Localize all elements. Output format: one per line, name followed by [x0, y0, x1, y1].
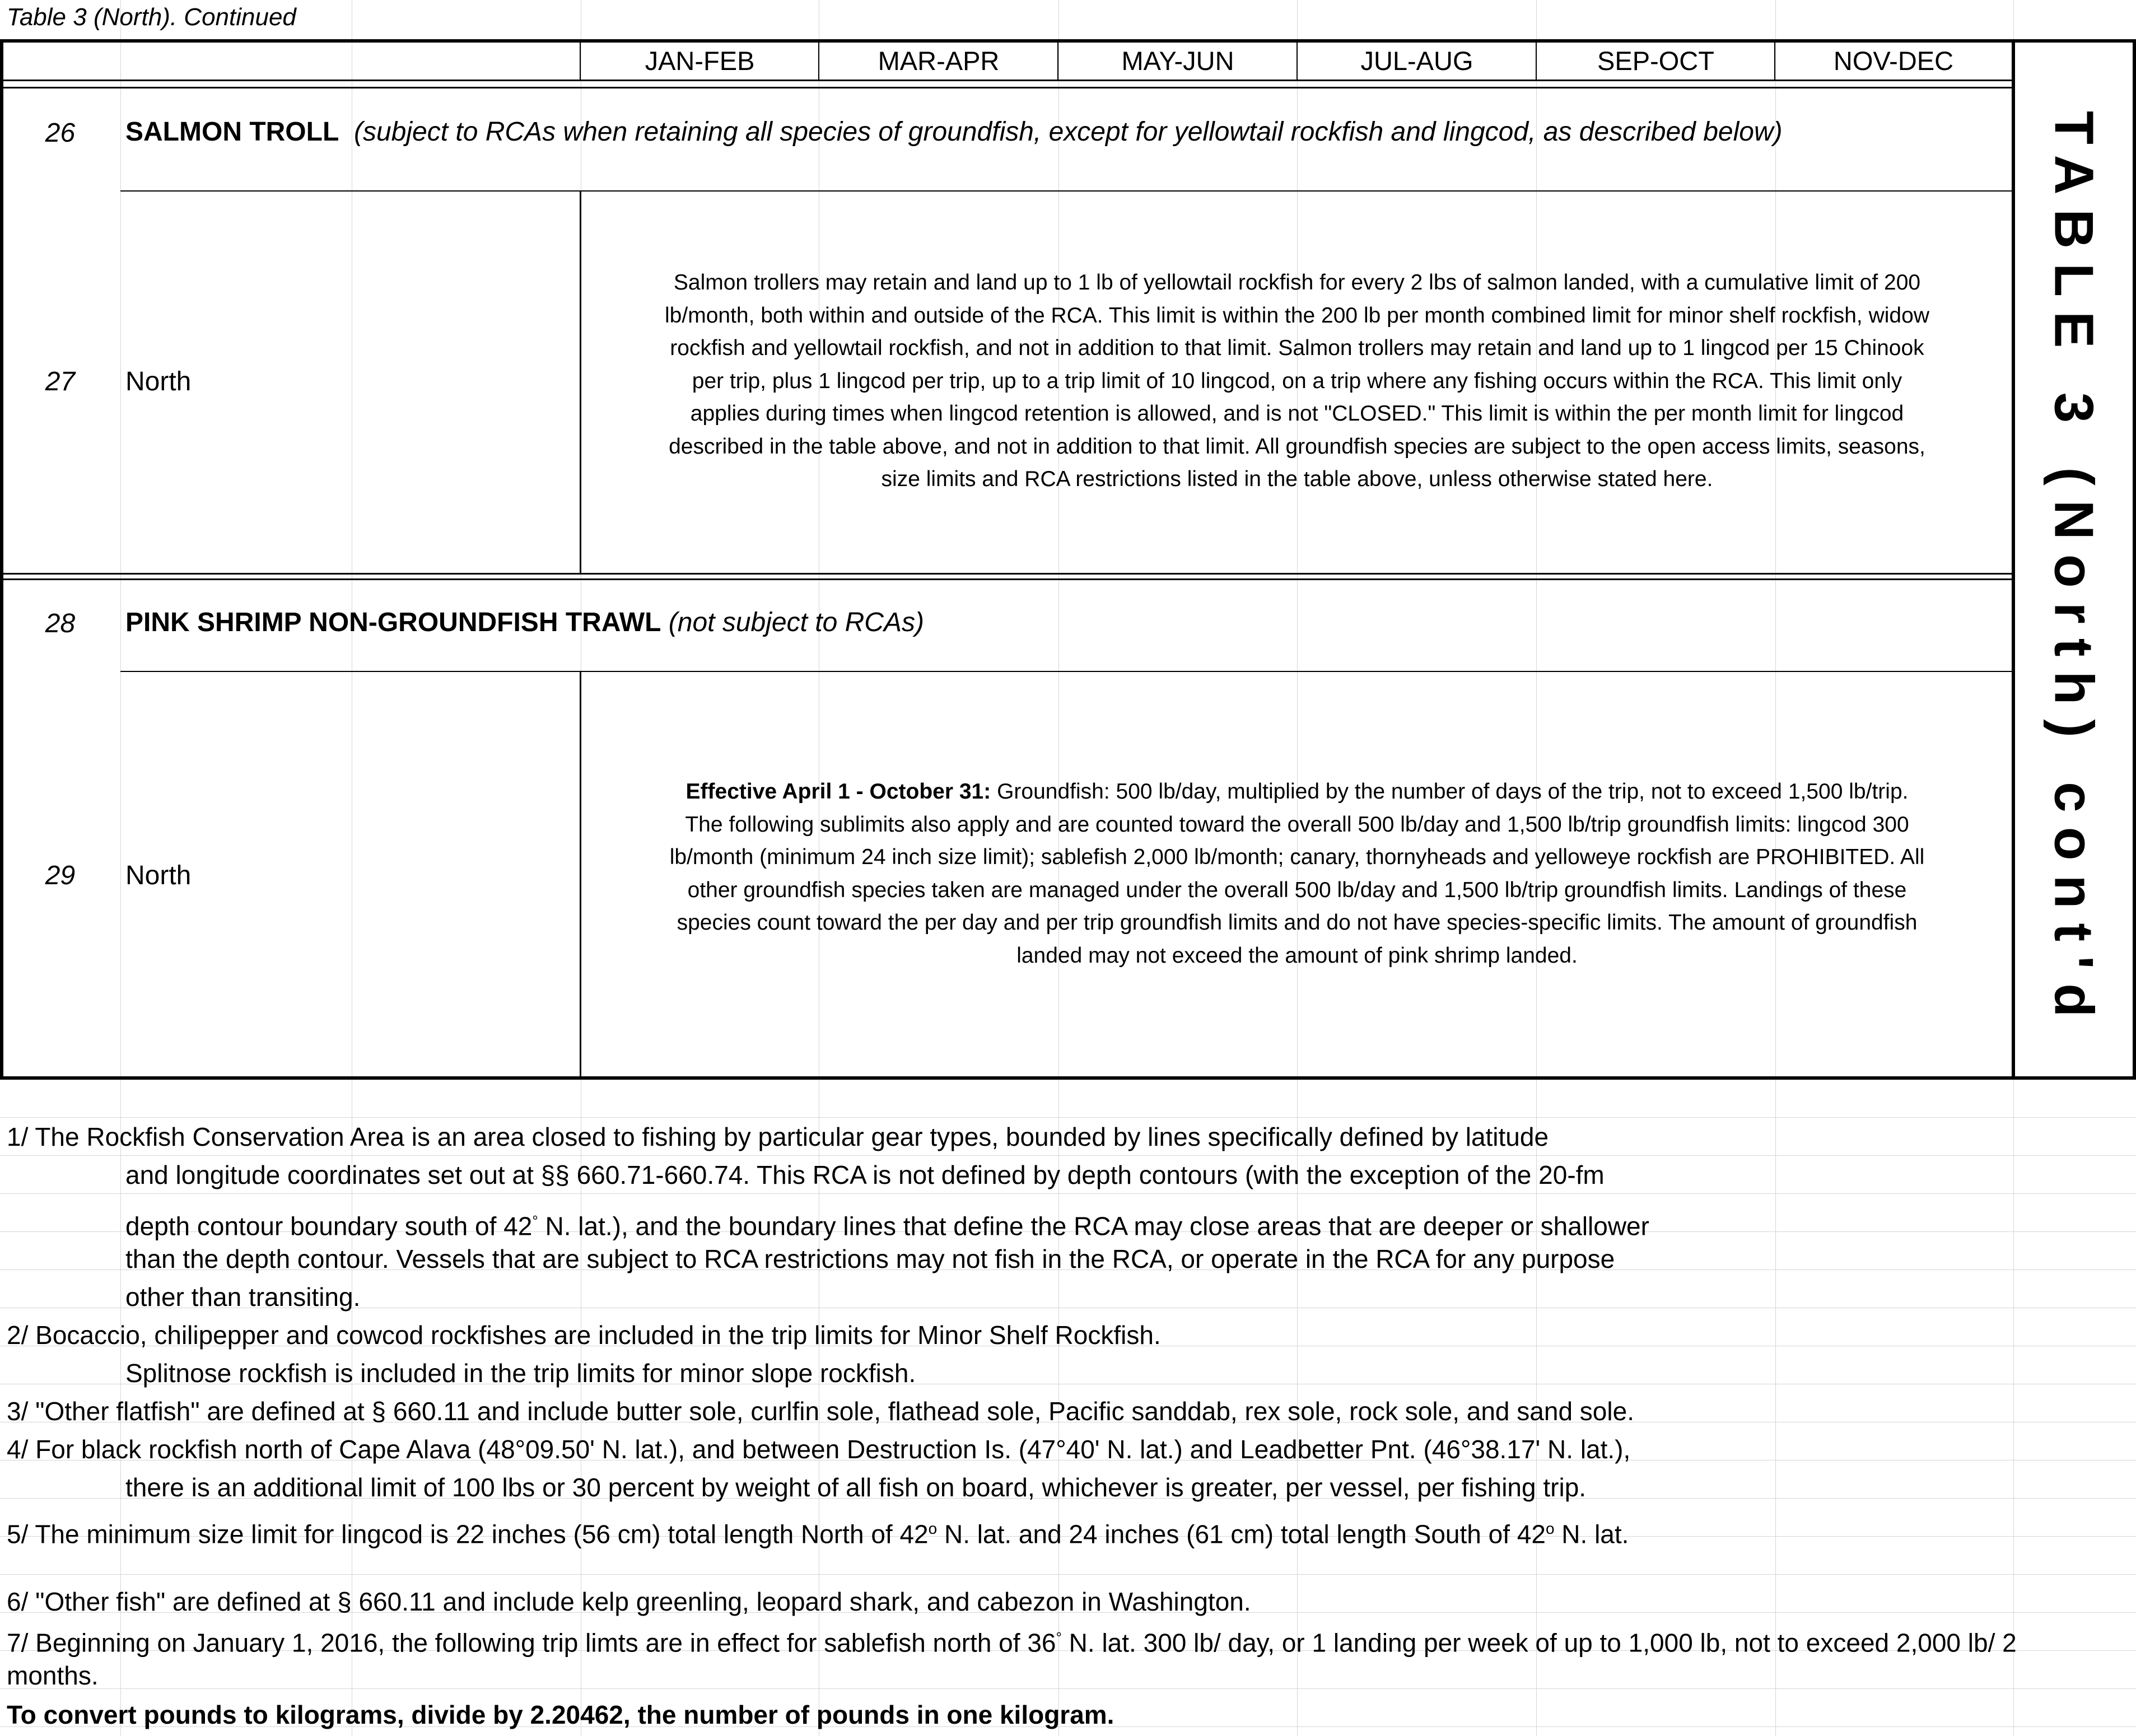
footnote-7: 7/ Beginning on January 1, 2016, the following trip limts are in effect for sablefish north of 36° N. lat. 300 lb/ day, or 1 landing per week of up to 1,000 lb, not to exceed 2,000 lb/ 2 [7, 1628, 2017, 1658]
text-line: applies during times when lingcod retention is allowed, and is not "CLOSED." This limit is within the per month limit for lingcod [690, 402, 1904, 426]
salmon-troll-limits [582, 267, 2012, 496]
text-line: lb/month, both within and outside of the RCA. This limit is within the 200 lb per month combined limit for minor shelf rockfish, widow [665, 303, 1929, 328]
column-header-may-jun: MAY-JUN [1121, 46, 1234, 76]
footnote-5: 5/ The minimum size limit for lingcod is 22 inches (56 cm) total length North of 42$^o$ N. lat. and 24 inches (61 cm) total length South of 42$^o$ N. lat. [7, 1519, 1629, 1549]
text-line: size limits and RCA restrictions listed in the table above, unless otherwise stated here. [881, 467, 1713, 491]
column-header-nov-dec: NOV-DEC [1833, 46, 1954, 76]
text-line: The following sublimits also apply and are counted toward the overall 500 lb/day and 1,500 lb/trip groundfish limits: lingcod 300 [685, 812, 1909, 837]
row-number-27: 27 [45, 367, 76, 396]
text-line: landed may not exceed the amount of pink shrimp landed. [1016, 943, 1578, 968]
region-label: North [125, 367, 192, 396]
footnote-3: 3/ "Other flatfish" are defined at § 660.11 and include butter sole, curlfin sole, flathead sole, Pacific sanddab, rex sole, rock sole, and sand sole. [7, 1397, 1634, 1426]
section-note: (subject to RCAs when retaining all species of groundfish, except for yellowtail rockfish and lingcod, as described below) [353, 117, 1783, 147]
column-header-jul-aug: JUL-AUG [1360, 46, 1473, 76]
section-heading-salmon-troll [125, 116, 1783, 147]
footnote-1: 1/ The Rockfish Conservation Area is an area closed to fishing by particular gear types, bounded by lines specifically defined by latitude [7, 1122, 1549, 1151]
side-label: TABLE 3 (North) cont'd [2043, 110, 2105, 1032]
footnote-4: 4/ For black rockfish north of Cape Alava (48°09.50' N. lat.), and between Destruction Is. (47°40' N. lat.) and Leadbetter Pnt. (46°38.17' N. lat.), [7, 1435, 1631, 1464]
text-line: described in the table above, and not in addition to that limit. All groundfish species are subject to the open access limits, seasons, [669, 434, 1925, 459]
text-line: lb/month (minimum 24 inch size limit); sablefish 2,000 lb/month; canary, thornyheads and yelloweye rockfish are PROHIBITED. All [669, 845, 1925, 869]
column-header-sep-oct: SEP-OCT [1597, 46, 1714, 76]
text-line: per trip, plus 1 lingcod per trip, up to a trip limit of 10 lingcod, on a trip where any fishing occurs within the RCA. This limit only [692, 368, 1902, 393]
footnote-6: 6/ "Other fish" are defined at § 660.11 and include kelp greenling, leopard shark, and cabezon in Washington. [7, 1587, 1251, 1616]
effective-date-label: Effective April 1 - October 31: [685, 780, 991, 804]
text-line: species count toward the per day and per trip groundfish limits and do not have species-specific limits. The amount of groundfish [677, 911, 1918, 935]
section-heading-pink-shrimp [125, 607, 924, 638]
row-number-26: 26 [45, 118, 76, 148]
pink-shrimp-limits [582, 776, 2012, 972]
footnote-2-line: Splitnose rockfish is included in the trip limits for minor slope rockfish. [125, 1359, 916, 1388]
section-title: SALMON TROLL [125, 117, 339, 147]
table-caption: Table 3 (North). Continued [7, 3, 296, 31]
text-line: Salmon trollers may retain and land up to 1 lb of yellowtail rockfish for every 2 lbs of salmon landed, with a cumulative limit of 200 [673, 270, 1921, 295]
text-line: Effective April 1 - October 31: Groundfish: 500 lb/day, multiplied by the number of days of the trip, not to exceed 1,500 lb/trip. [685, 780, 1909, 804]
text-line: other groundfish species taken are managed under the overall 500 lb/day and 1,500 lb/trip groundfish limits. Landings of these [687, 878, 1907, 902]
conversion-note: To convert pounds to kilograms, divide by 2.20462, the number of pounds in one kilogram. [7, 1700, 1114, 1729]
footnote-1-line: and longitude coordinates set out at §§ 660.71-660.74. This RCA is not defined by depth contours (with the exception of the 20-fm [125, 1160, 1605, 1189]
footnote-1-line: other than transiting. [125, 1282, 361, 1312]
section-note: (not subject to RCAs) [668, 608, 924, 637]
footnote-2: 2/ Bocaccio, chilipepper and cowcod rockfishes are included in the trip limits for Minor Shelf Rockfish. [7, 1320, 1161, 1350]
footnote-7-line: months. [7, 1661, 99, 1690]
section-title: PINK SHRIMP NON-GROUNDFISH TRAWL [125, 608, 661, 637]
column-header-mar-apr: MAR-APR [878, 46, 1000, 76]
region-label: North [125, 861, 192, 890]
footnote-1-line: than the depth contour. Vessels that are subject to RCA restrictions may not fish in the RCA, or operate in the RCA for any purpose [125, 1244, 1615, 1273]
column-header-jan-feb: JAN-FEB [645, 46, 755, 76]
row-number-29: 29 [45, 861, 76, 890]
footnote-1-line: depth contour boundary south of 42° N. lat.), and the boundary lines that define the RCA may close areas that are deeper or shallower [125, 1211, 1649, 1241]
footnote-4-line: there is an additional limit of 100 lbs or 30 percent by weight of all fish on board, whichever is greater, per vessel, per fishing trip. [125, 1473, 1587, 1502]
text-line: rockfish and yellowtail rockfish, and not in addition to that limit. Salmon trollers may retain and land up to 1 lingcod per 15 Chinook [670, 336, 1924, 360]
row-number-28: 28 [45, 609, 76, 638]
